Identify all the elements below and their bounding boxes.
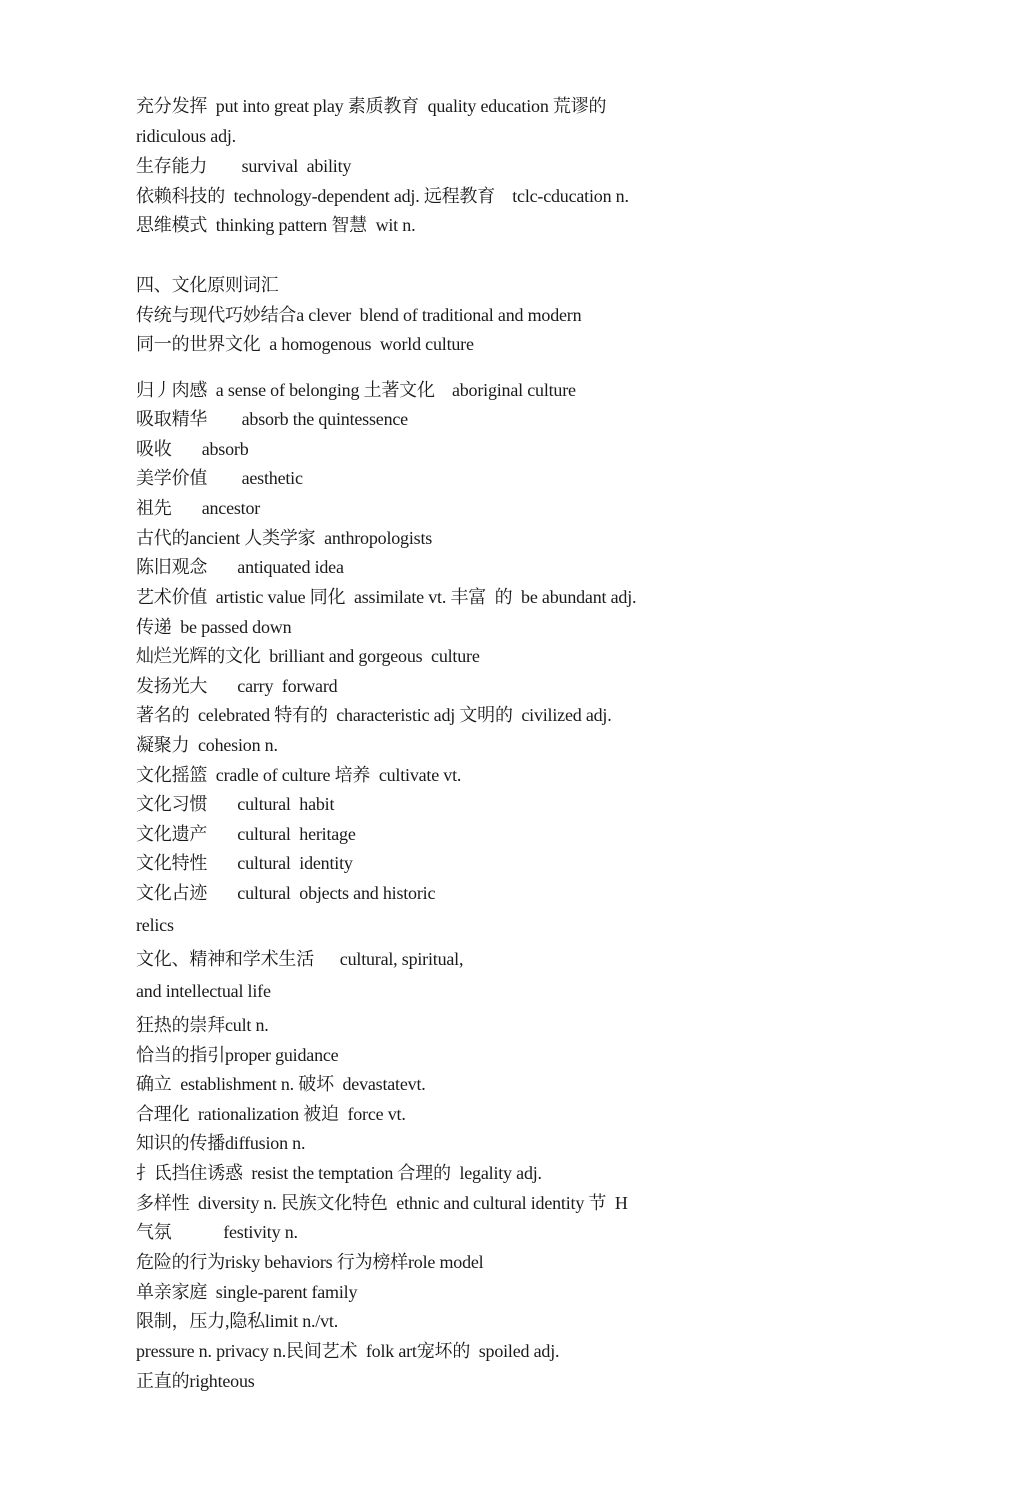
text-line: 恰当的指引proper guidance (136, 1045, 339, 1065)
text-line: 多样性 diversity n. 民族文化特色 ethnic and cultural identity 节 H (136, 1193, 628, 1213)
text-line: 文化特性 cultural identity (136, 853, 353, 873)
text-line: 同一的世界文化 a homogenous world culture (136, 334, 474, 354)
text-line: 依赖科技的 technology-dependent adj. 远程教育 tclc-cducation n. (136, 186, 629, 206)
text-line: 著名的 celebrated 特有的 characteristic adj 文明的 civilized adj. (136, 705, 612, 725)
text-line: 正直的righteous (136, 1371, 255, 1391)
text-line: and intellectual life (136, 981, 271, 1001)
text-line: 充分发挥 put into great play 素质教育 quality education 荒谬的 (136, 96, 607, 116)
text-line: 确立 establishment n. 破坏 devastatevt. (136, 1074, 426, 1094)
text-line: 文化习惯 cultural habit (136, 794, 335, 814)
text-line: 传递 be passed down (136, 617, 292, 637)
text-line: 文化、精神和学术生活 cultural, spiritual, (136, 949, 464, 969)
text-line: pressure n. privacy n.民间艺术 folk art宠坏的 spoiled adj. (136, 1341, 560, 1361)
text-line: 狂热的崇拜cult n. (136, 1015, 269, 1035)
text-line: 吸收 absorb (136, 439, 249, 459)
text-line: 发扬光大 carry forward (136, 676, 338, 696)
text-line: 限制，压力,隐私limit n./vt. (136, 1311, 339, 1331)
text-line: 古代的ancient 人类学家 anthropologists (136, 528, 433, 548)
text-line: 吸取精华 absorb the quintessence (136, 409, 408, 429)
text-line: 文化摇篮 cradle of culture 培养 cultivate vt. (136, 765, 462, 785)
text-line: 文化遗产 cultural heritage (136, 824, 356, 844)
text-line: ridiculous adj. (136, 126, 236, 146)
text-line: 气氛 festivity n. (136, 1222, 298, 1242)
text-line: 祖先 ancestor (136, 498, 261, 518)
text-line: 陈旧观念 antiquated idea (136, 557, 344, 577)
text-line: 灿烂光辉的文化 brilliant and gorgeous culture (136, 646, 480, 666)
text-line: 传统与现代巧妙结合a clever blend of traditional and modern (136, 305, 582, 325)
text-line: 思维模式 thinking pattern 智慧 wit n. (136, 215, 416, 235)
text-line: 美学价值 aesthetic (136, 468, 303, 488)
text-line: 艺术价值 artistic value 同化 assimilate vt. 丰富 的 be abundant adj. (136, 587, 637, 607)
text-line: 危险的行为risky behaviors 行为榜样role model (136, 1252, 484, 1272)
text-line: 生存能力 survival ability (136, 156, 352, 176)
section-heading: 四、文化原则词汇 (136, 275, 279, 295)
text-line: 单亲家庭 single-parent family (136, 1282, 358, 1302)
text-line: 扌氐挡住诱惑 resist the temptation 合理的 legality adj. (136, 1163, 542, 1183)
text-line: 凝聚力 cohesion n. (136, 735, 278, 755)
text-line: 归丿肉感 a sense of belonging 土著文化 aboriginal culture (136, 380, 576, 400)
text-line: 合理化 rationalization 被迫 force vt. (136, 1104, 406, 1124)
text-line: 文化占迹 cultural objects and historic (136, 883, 436, 903)
text-line: 知识的传播diffusion n. (136, 1133, 306, 1153)
text-line: relics (136, 915, 174, 935)
